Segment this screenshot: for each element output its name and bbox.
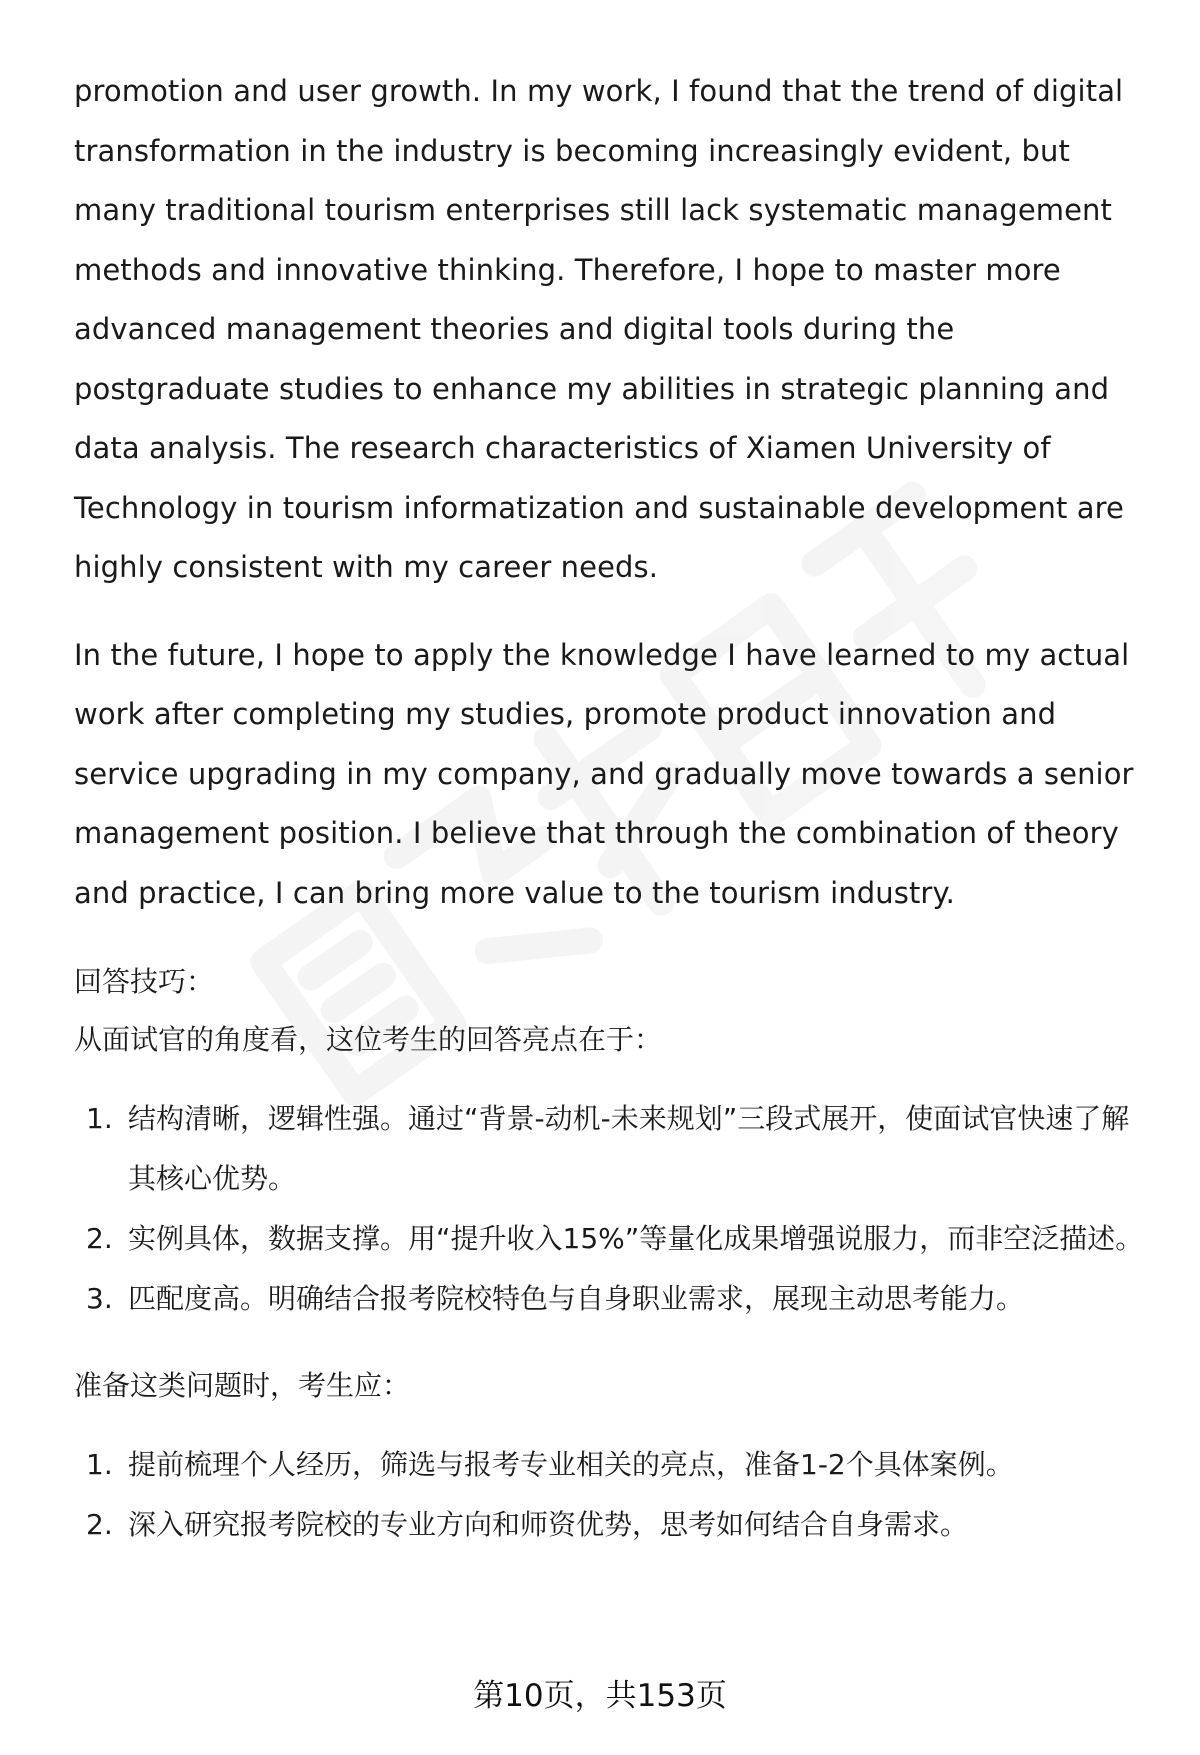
prep-list (74, 1435, 1144, 1555)
tips-list (74, 1089, 1144, 1329)
list-item-text: 实例具体，数据支撑。用“提升收入15%”等量化成果增强说服力，而非空泛描述。 (128, 1222, 1144, 1255)
list-item-text: 匹配度高。明确结合报考院校特色与自身职业需求，展现主动思考能力。 (128, 1282, 1025, 1315)
list-item (74, 1269, 1144, 1329)
list-number: 2. (86, 1222, 113, 1255)
list-number: 1. (86, 1448, 113, 1481)
prep-label: 准备这类问题时，考生应： (74, 1369, 411, 1402)
document-body (74, 62, 1144, 1555)
list-item-text: 提前梳理个人经历，筛选与报考专业相关的亮点，准备1-2个具体案例。 (128, 1448, 1014, 1481)
list-number: 1. (86, 1102, 113, 1135)
list-number: 2. (86, 1508, 113, 1541)
list-item (74, 1089, 1144, 1209)
tips-intro: 从面试官的角度看，这位考生的回答亮点在于： (74, 1023, 663, 1056)
list-item-text: 深入研究报考院校的专业方向和师资优势，思考如何结合自身需求。 (128, 1508, 969, 1541)
paragraph-career-motivation: promotion and user growth. In my work, I found that the trend of digital transformation in the industry is becoming increasingly evident, but many traditional tourism enterprises still lack systematic management methods and innovative thinking. Therefore, I hope to master more advanced management theories and digital tools during the postgraduate studies to enhance my abilities in strategic planning and data analysis. The research characteristics of Xiamen University of Technology in tourism informatization and sustainable development are highly consistent with my career needs. (74, 74, 1124, 584)
list-item (74, 1435, 1144, 1495)
paragraph-future-plan: In the future, I hope to apply the knowledge I have learned to my actual work after completing my studies, promote product innovation and service upgrading in my company, and gradually move towards a senior management position. I believe that through the combination of theory and practice, I can bring more value to the tourism industry. (74, 637, 1134, 910)
list-item (74, 1495, 1144, 1555)
list-item (74, 1209, 1144, 1269)
list-item-text: 结构清晰，逻辑性强。通过“背景-动机-未来规划”三段式展开，使面试官快速了解其核心优势。 (128, 1102, 1130, 1195)
page-indicator: 第10页，共153页 (473, 1678, 727, 1714)
list-number: 3. (86, 1282, 113, 1315)
tips-label: 回答技巧： (74, 965, 215, 998)
